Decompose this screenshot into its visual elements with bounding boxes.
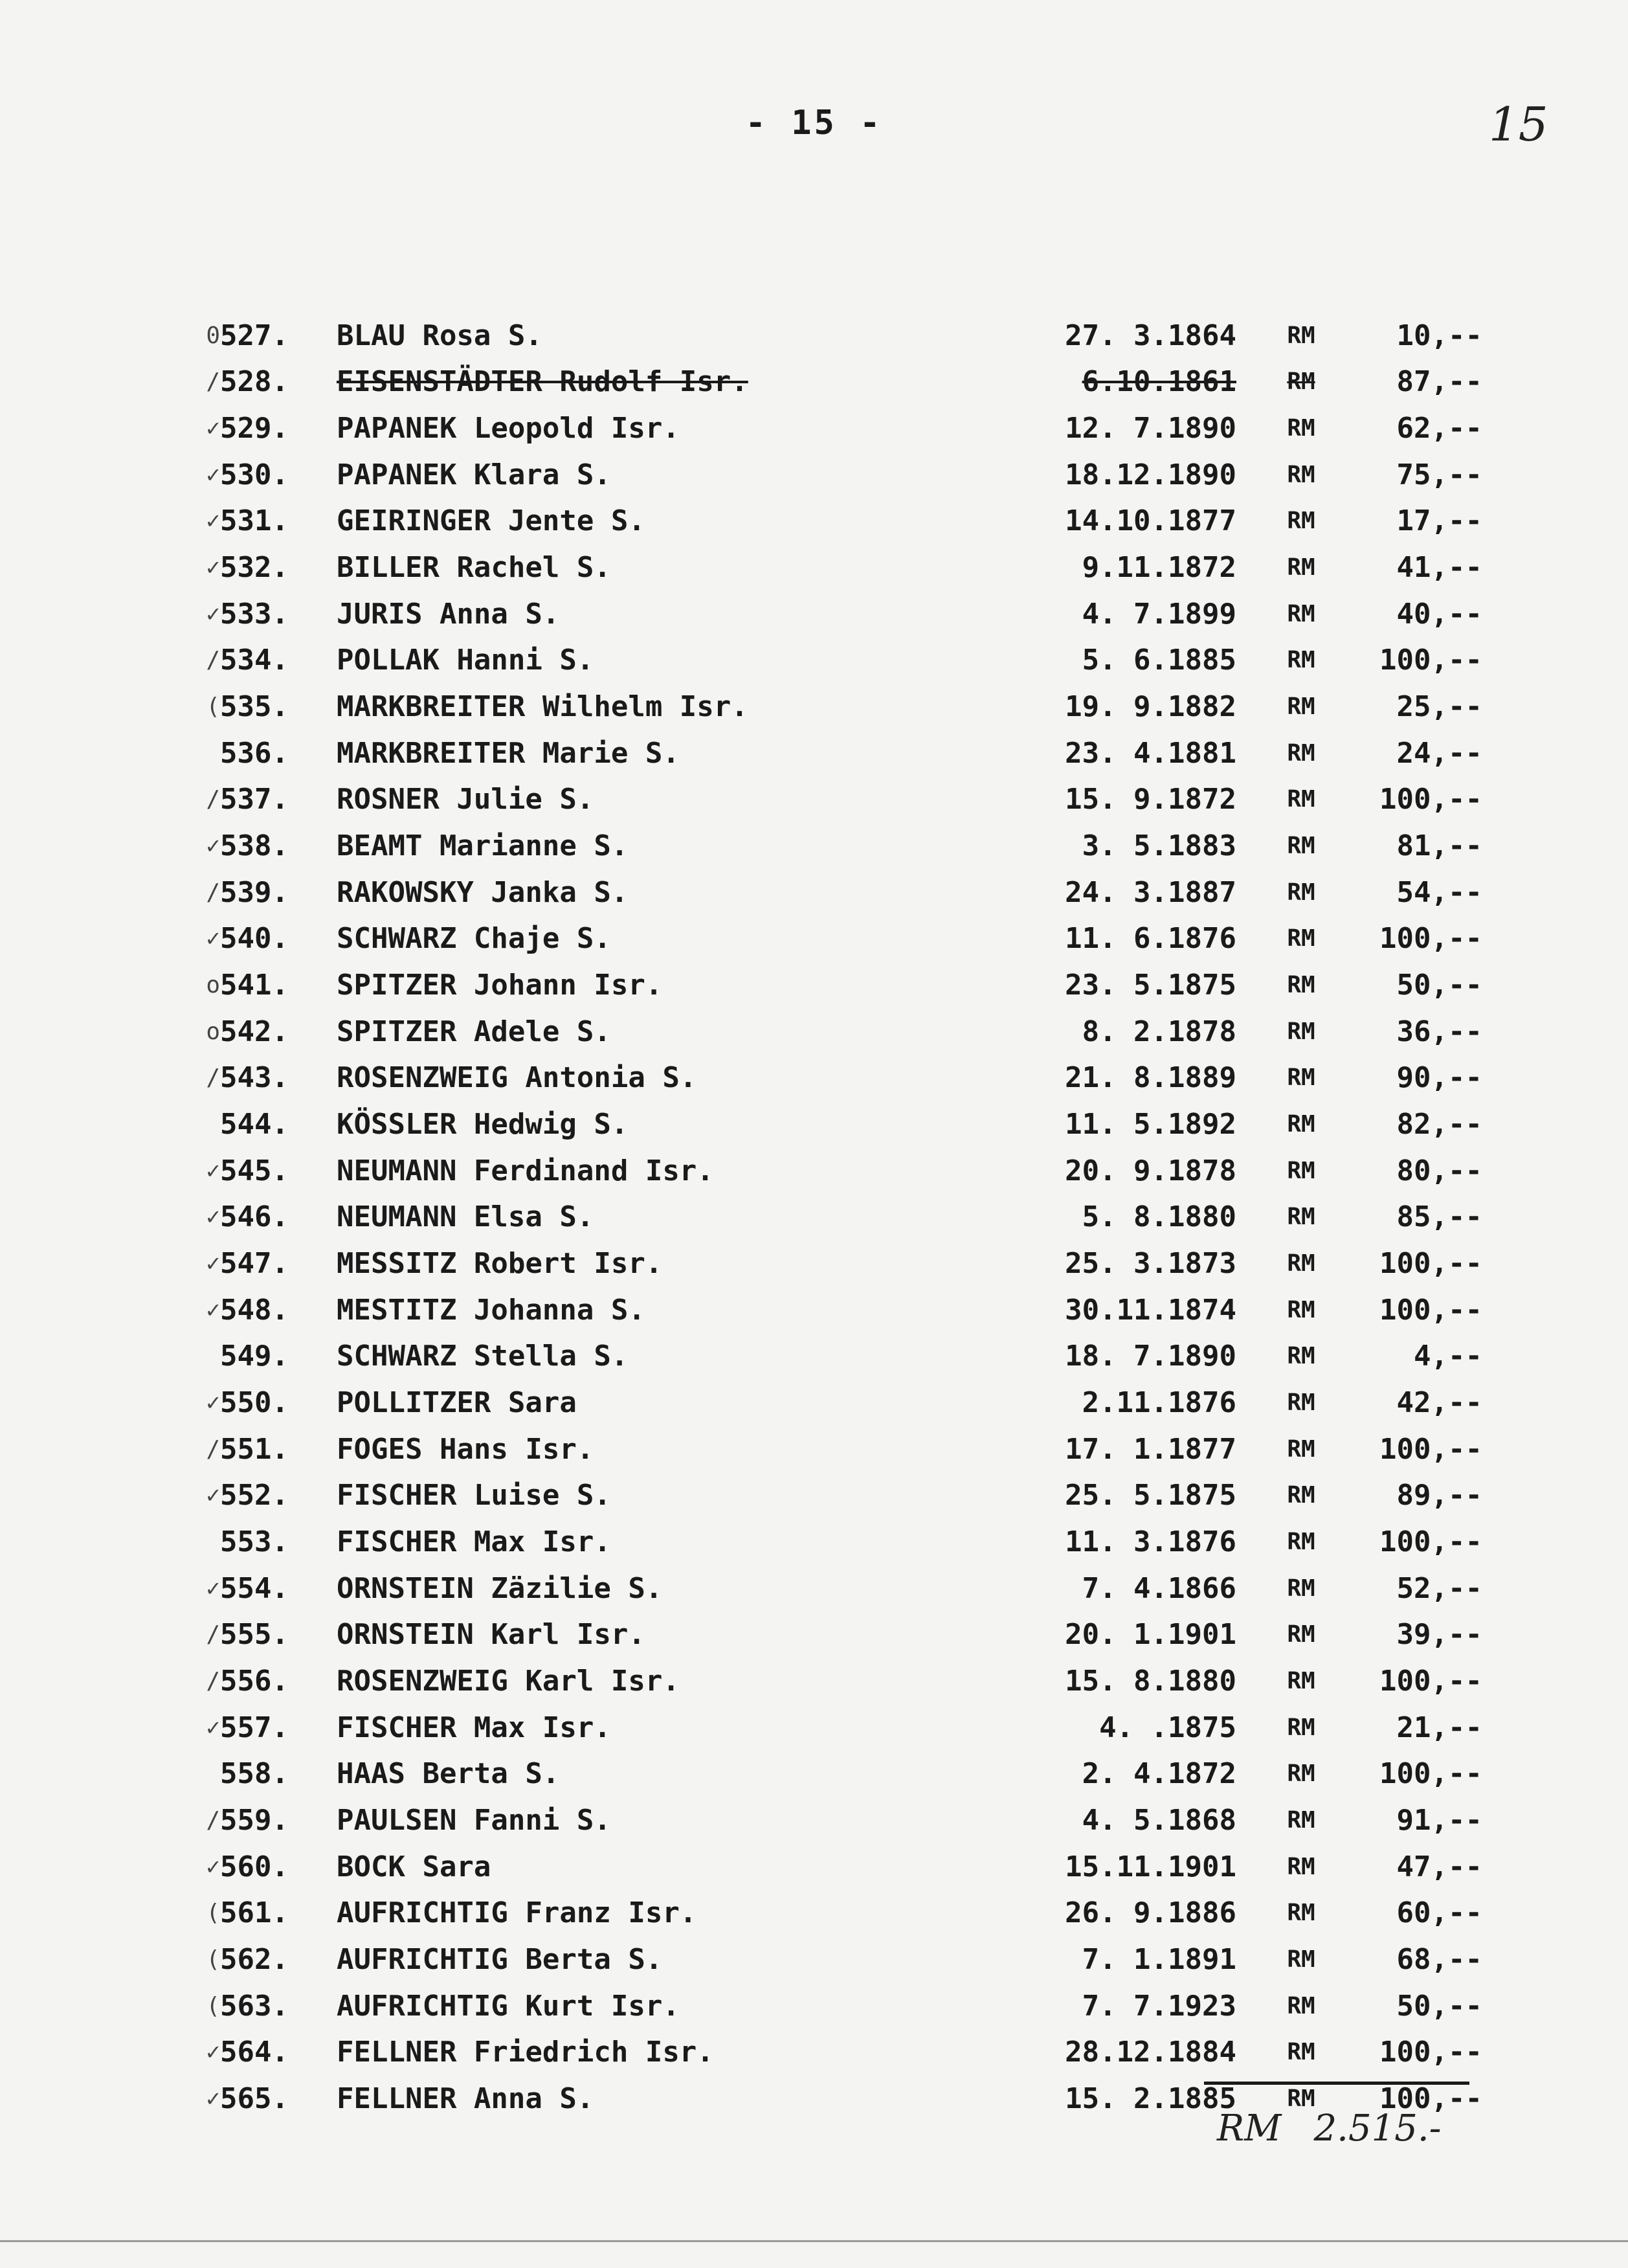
person-name: MESTITZ Johanna S.	[337, 1293, 645, 1327]
tick-mark: ✓	[206, 2039, 220, 2066]
person-name: AUFRICHTIG Kurt Isr.	[337, 1989, 680, 2023]
currency: RM	[1287, 1018, 1315, 1045]
ledger-row	[188, 1431, 1482, 1467]
ledger-row	[188, 1523, 1482, 1560]
amount: 100,--	[1379, 922, 1482, 956]
birth-date: 15.11.1901	[1065, 1850, 1236, 1883]
amount: 17,--	[1396, 504, 1482, 538]
entry-number: 539.	[220, 875, 289, 909]
amount: 80,--	[1396, 1154, 1482, 1187]
entry-number: 564.	[220, 2036, 289, 2069]
currency: RM	[1287, 322, 1315, 349]
currency: RM	[1287, 832, 1315, 859]
birth-date: 28.12.1884	[1065, 2036, 1236, 2069]
amount: 24,--	[1396, 736, 1482, 770]
ledger-row	[188, 827, 1482, 864]
entry-number: 558.	[220, 1757, 289, 1791]
ledger-row	[188, 456, 1482, 493]
amount: 100,--	[1379, 1246, 1482, 1280]
entry-number: 538.	[220, 829, 289, 862]
birth-date: 23. 4.1881	[1065, 736, 1236, 770]
currency: RM	[1287, 1343, 1315, 1370]
currency: RM	[1287, 693, 1315, 720]
person-name: ROSENZWEIG Karl Isr.	[337, 1664, 680, 1698]
birth-date: 23. 5.1875	[1065, 968, 1236, 1002]
birth-date: 17. 1.1877	[1065, 1432, 1236, 1466]
amount: 100,--	[1379, 1664, 1482, 1698]
ledger-row	[188, 1617, 1482, 1653]
currency: RM	[1287, 368, 1315, 396]
person-name: POLLAK Hanni S.	[337, 644, 594, 677]
amount: 10,--	[1396, 319, 1482, 352]
person-name: FISCHER Max Isr.	[337, 1525, 611, 1558]
person-name: KÖSSLER Hedwig S.	[337, 1107, 629, 1141]
amount: 52,--	[1396, 1571, 1482, 1605]
ledger-list	[188, 317, 1482, 2117]
page-bottom-rule	[0, 2240, 1628, 2242]
birth-date: 21. 8.1889	[1065, 1061, 1236, 1095]
ledger-row	[188, 596, 1482, 632]
tick-mark: /	[206, 1667, 220, 1694]
person-name: ORNSTEIN Karl Isr.	[337, 1618, 645, 1652]
person-name: MARKBREITER Marie S.	[337, 736, 680, 770]
person-name: FELLNER Friedrich Isr.	[337, 2036, 714, 2069]
ledger-row	[188, 410, 1482, 446]
person-name: FISCHER Luise S.	[337, 1479, 611, 1512]
ledger-row	[188, 1245, 1482, 1281]
entry-number: 551.	[220, 1432, 289, 1466]
entry-number: 543.	[220, 1061, 289, 1095]
amount: 82,--	[1396, 1107, 1482, 1141]
person-name: ROSENZWEIG Antonia S.	[337, 1061, 697, 1095]
birth-date: 8. 2.1878	[1082, 1015, 1236, 1048]
currency: RM	[1287, 600, 1315, 627]
amount: 85,--	[1396, 1200, 1482, 1234]
amount: 36,--	[1396, 1015, 1482, 1048]
amount: 100,--	[1379, 2082, 1482, 2116]
currency: RM	[1287, 1110, 1315, 1138]
currency: RM	[1287, 647, 1315, 674]
birth-date: 30.11.1874	[1065, 1293, 1236, 1327]
birth-date: 11. 5.1892	[1065, 1107, 1236, 1141]
currency: RM	[1287, 2085, 1315, 2113]
entry-number: 528.	[220, 365, 289, 399]
entry-number: 553.	[220, 1525, 289, 1558]
ledger-row	[188, 1292, 1482, 1328]
entry-number: 530.	[220, 458, 289, 491]
person-name: FISCHER Max Isr.	[337, 1711, 611, 1744]
tick-mark: /	[206, 1435, 220, 1463]
person-name: FELLNER Anna S.	[337, 2082, 594, 2116]
entry-number: 540.	[220, 922, 289, 956]
tick-mark: 0	[206, 322, 220, 349]
entry-number: 535.	[220, 690, 289, 723]
ledger-row	[188, 1199, 1482, 1235]
tick-mark: ✓	[206, 1157, 220, 1184]
total-value: 2.515.-	[1313, 2107, 1442, 2150]
tick-mark: ✓	[206, 1296, 220, 1323]
page-number: - 15 -	[745, 104, 883, 142]
ledger-row	[188, 874, 1482, 910]
entry-number: 536.	[220, 736, 289, 770]
tick-mark: ✓	[206, 414, 220, 442]
person-name: ORNSTEIN Zäzilie S.	[337, 1571, 663, 1605]
ledger-row	[188, 1895, 1482, 1931]
ledger-row	[188, 921, 1482, 957]
person-name: POLLITZER Sara	[337, 1386, 577, 1419]
amount: 89,--	[1396, 1479, 1482, 1512]
entry-number: 548.	[220, 1293, 289, 1327]
person-name: NEUMANN Elsa S.	[337, 1200, 594, 1234]
entry-number: 533.	[220, 597, 289, 631]
tick-mark: /	[206, 368, 220, 396]
entry-number: 527.	[220, 319, 289, 352]
ledger-row	[188, 1384, 1482, 1420]
entry-number: 559.	[220, 1804, 289, 1837]
person-name: PAPANEK Klara S.	[337, 458, 611, 491]
amount: 90,--	[1396, 1061, 1482, 1095]
ledger-row	[188, 642, 1482, 679]
birth-date: 20. 9.1878	[1065, 1154, 1236, 1187]
amount: 81,--	[1396, 829, 1482, 862]
amount: 75,--	[1396, 458, 1482, 491]
tick-mark: /	[206, 879, 220, 906]
person-name: HAAS Berta S.	[337, 1757, 560, 1791]
person-name: PAPANEK Leopold Isr.	[337, 411, 680, 445]
currency: RM	[1287, 879, 1315, 906]
tick-mark: (	[206, 1992, 220, 2019]
person-name: EISENSTÄDTER Rudolf Isr.	[337, 365, 748, 399]
person-name: NEUMANN Ferdinand Isr.	[337, 1154, 714, 1187]
birth-date: 25. 3.1873	[1065, 1246, 1236, 1280]
handwritten-total	[1217, 2107, 1476, 2150]
birth-date: 2.11.1876	[1082, 1386, 1236, 1419]
birth-date: 26. 9.1886	[1065, 1896, 1236, 1930]
currency: RM	[1287, 1760, 1315, 1788]
entry-number: 529.	[220, 411, 289, 445]
amount: 39,--	[1396, 1618, 1482, 1652]
entry-number: 550.	[220, 1386, 289, 1419]
birth-date: 27. 3.1864	[1065, 319, 1236, 352]
entry-number: 547.	[220, 1246, 289, 1280]
tick-mark: (	[206, 693, 220, 720]
currency: RM	[1287, 1714, 1315, 1741]
currency: RM	[1287, 1157, 1315, 1184]
tick-mark: ✓	[206, 1204, 220, 1231]
person-name: MARKBREITER Wilhelm Isr.	[337, 690, 748, 723]
amount: 100,--	[1379, 1757, 1482, 1791]
entry-number: 549.	[220, 1340, 289, 1373]
birth-date: 9.11.1872	[1082, 550, 1236, 584]
amount: 100,--	[1379, 1525, 1482, 1558]
birth-date: 15. 2.1885	[1065, 2082, 1236, 2116]
currency: RM	[1287, 971, 1315, 998]
currency: RM	[1287, 1528, 1315, 1555]
birth-date: 5. 8.1880	[1082, 1200, 1236, 1234]
tick-mark: ✓	[206, 1389, 220, 1416]
tick-mark: (	[206, 1900, 220, 1927]
birth-date: 7. 4.1866	[1082, 1571, 1236, 1605]
currency: RM	[1287, 1435, 1315, 1463]
tick-mark: ✓	[206, 832, 220, 859]
amount: 60,--	[1396, 1896, 1482, 1930]
entry-number: 562.	[220, 1943, 289, 1977]
entry-number: 560.	[220, 1850, 289, 1883]
birth-date: 11. 6.1876	[1065, 922, 1236, 956]
birth-date: 7. 1.1891	[1082, 1943, 1236, 1977]
amount: 40,--	[1396, 597, 1482, 631]
birth-date: 15. 9.1872	[1065, 783, 1236, 816]
currency: RM	[1287, 461, 1315, 488]
person-name: GEIRINGER Jente S.	[337, 504, 645, 538]
currency: RM	[1287, 925, 1315, 952]
ledger-row	[188, 364, 1482, 400]
tick-mark: ✓	[206, 1714, 220, 1741]
birth-date: 18.12.1890	[1065, 458, 1236, 491]
amount: 42,--	[1396, 1386, 1482, 1419]
ledger-row	[188, 549, 1482, 585]
entry-number: 552.	[220, 1479, 289, 1512]
amount: 62,--	[1396, 411, 1482, 445]
tick-mark: /	[206, 647, 220, 674]
tick-mark: ✓	[206, 508, 220, 535]
ledger-row	[188, 1756, 1482, 1792]
person-name: SCHWARZ Stella S.	[337, 1340, 629, 1373]
person-name: AUFRICHTIG Franz Isr.	[337, 1896, 697, 1930]
entry-number: 531.	[220, 504, 289, 538]
currency: RM	[1287, 554, 1315, 581]
currency: RM	[1287, 1204, 1315, 1231]
tick-mark: ✓	[206, 2085, 220, 2113]
person-name: BEAMT Marianne S.	[337, 829, 629, 862]
entry-number: 546.	[220, 1200, 289, 1234]
currency: RM	[1287, 1946, 1315, 1973]
entry-number: 542.	[220, 1015, 289, 1048]
tick-mark: ✓	[206, 600, 220, 627]
ledger-row	[188, 1942, 1482, 1978]
birth-date: 20. 1.1901	[1065, 1618, 1236, 1652]
person-name: FOGES Hans Isr.	[337, 1432, 594, 1466]
person-name: SPITZER Johann Isr.	[337, 968, 663, 1002]
birth-date: 14.10.1877	[1065, 504, 1236, 538]
tick-mark: ✓	[206, 1853, 220, 1880]
tick-mark: (	[206, 1946, 220, 1973]
entry-number: 545.	[220, 1154, 289, 1187]
birth-date: 5. 6.1885	[1082, 644, 1236, 677]
ledger-row	[188, 1570, 1482, 1606]
currency: RM	[1287, 1853, 1315, 1880]
person-name: ROSNER Julie S.	[337, 783, 594, 816]
amount: 91,--	[1396, 1804, 1482, 1837]
ledger-row	[188, 1060, 1482, 1096]
birth-date: 2. 4.1872	[1082, 1757, 1236, 1791]
ledger-row	[188, 1338, 1482, 1375]
amount: 4,--	[1414, 1340, 1482, 1373]
entry-number: 563.	[220, 1989, 289, 2023]
amount: 41,--	[1396, 550, 1482, 584]
person-name: MESSITZ Robert Isr.	[337, 1246, 663, 1280]
ledger-row	[188, 2034, 1482, 2071]
tick-mark: ✓	[206, 554, 220, 581]
tick-mark: o	[206, 1018, 220, 1045]
ledger-row	[188, 1663, 1482, 1699]
currency: RM	[1287, 1064, 1315, 1092]
tick-mark: o	[206, 971, 220, 998]
ledger-row	[188, 503, 1482, 539]
amount: 54,--	[1396, 875, 1482, 909]
total-rule	[1204, 2082, 1469, 2085]
currency: RM	[1287, 1389, 1315, 1416]
ledger-row	[188, 1709, 1482, 1746]
entry-number: 555.	[220, 1618, 289, 1652]
birth-date: 15. 8.1880	[1065, 1664, 1236, 1698]
currency: RM	[1287, 414, 1315, 442]
amount: 87,--	[1396, 365, 1482, 399]
tick-mark: /	[206, 1807, 220, 1834]
tick-mark: /	[206, 1064, 220, 1092]
tick-mark: /	[206, 786, 220, 813]
entry-number: 534.	[220, 644, 289, 677]
entry-number: 537.	[220, 783, 289, 816]
ledger-row	[188, 735, 1482, 771]
birth-date: 25. 5.1875	[1065, 1479, 1236, 1512]
entry-number: 541.	[220, 968, 289, 1002]
currency: RM	[1287, 739, 1315, 767]
amount: 50,--	[1396, 1989, 1482, 2023]
birth-date: 4. 7.1899	[1082, 597, 1236, 631]
amount: 25,--	[1396, 690, 1482, 723]
person-name: SCHWARZ Chaje S.	[337, 922, 611, 956]
ledger-row	[188, 688, 1482, 724]
entry-number: 554.	[220, 1571, 289, 1605]
ledger-row	[188, 1013, 1482, 1050]
person-name: BOCK Sara	[337, 1850, 491, 1883]
amount: 47,--	[1396, 1850, 1482, 1883]
entry-number: 544.	[220, 1107, 289, 1141]
birth-date: 11. 3.1876	[1065, 1525, 1236, 1558]
person-name: BLAU Rosa S.	[337, 319, 542, 352]
ledger-row	[188, 317, 1482, 354]
entry-number: 565.	[220, 2082, 289, 2116]
currency: RM	[1287, 1621, 1315, 1648]
currency: RM	[1287, 1992, 1315, 2019]
amount: 100,--	[1379, 1432, 1482, 1466]
ledger-row	[188, 1106, 1482, 1142]
currency: RM	[1287, 1250, 1315, 1277]
birth-date: 18. 7.1890	[1065, 1340, 1236, 1373]
entry-number: 561.	[220, 1896, 289, 1930]
ledger-row	[188, 1988, 1482, 2024]
entry-number: 532.	[220, 550, 289, 584]
currency: RM	[1287, 1667, 1315, 1694]
tick-mark: /	[206, 1621, 220, 1648]
person-name: RAKOWSKY Janka S.	[337, 875, 629, 909]
person-name: BILLER Rachel S.	[337, 550, 611, 584]
entry-number: 556.	[220, 1664, 289, 1698]
ledger-row	[188, 781, 1482, 818]
currency: RM	[1287, 1482, 1315, 1509]
entry-number: 557.	[220, 1711, 289, 1744]
amount: 50,--	[1396, 968, 1482, 1002]
amount: 68,--	[1396, 1943, 1482, 1977]
tick-mark: ✓	[206, 1482, 220, 1509]
birth-date: 12. 7.1890	[1065, 411, 1236, 445]
person-name: SPITZER Adele S.	[337, 1015, 611, 1048]
currency: RM	[1287, 1296, 1315, 1323]
amount: 100,--	[1379, 644, 1482, 677]
ledger-row	[188, 967, 1482, 1003]
currency: RM	[1287, 508, 1315, 535]
person-name: AUFRICHTIG Berta S.	[337, 1943, 663, 1977]
person-name: PAULSEN Fanni S.	[337, 1804, 611, 1837]
ledger-row	[188, 1802, 1482, 1839]
currency: RM	[1287, 1575, 1315, 1602]
handwritten-folio-number: 15	[1489, 97, 1548, 152]
currency: RM	[1287, 2039, 1315, 2066]
tick-mark: ✓	[206, 1250, 220, 1277]
birth-date: 3. 5.1883	[1082, 829, 1236, 862]
birth-date: 4. 5.1868	[1082, 1804, 1236, 1837]
amount: 100,--	[1379, 783, 1482, 816]
ledger-row	[188, 1152, 1482, 1189]
currency: RM	[1287, 1900, 1315, 1927]
birth-date: 7. 7.1923	[1082, 1989, 1236, 2023]
birth-date: 19. 9.1882	[1065, 690, 1236, 723]
tick-mark: ✓	[206, 461, 220, 488]
birth-date: 6.10.1861	[1082, 365, 1236, 399]
currency: RM	[1287, 786, 1315, 813]
tick-mark: ✓	[206, 1575, 220, 1602]
birth-date: 4. .1875	[1099, 1711, 1236, 1744]
amount: 100,--	[1379, 1293, 1482, 1327]
tick-mark: ✓	[206, 925, 220, 952]
ledger-row	[188, 1477, 1482, 1514]
amount: 21,--	[1396, 1711, 1482, 1744]
birth-date: 24. 3.1887	[1065, 875, 1236, 909]
ledger-row	[188, 1848, 1482, 1885]
currency: RM	[1287, 1807, 1315, 1834]
person-name: JURIS Anna S.	[337, 597, 560, 631]
total-currency: RM	[1217, 2107, 1282, 2150]
amount: 100,--	[1379, 2036, 1482, 2069]
